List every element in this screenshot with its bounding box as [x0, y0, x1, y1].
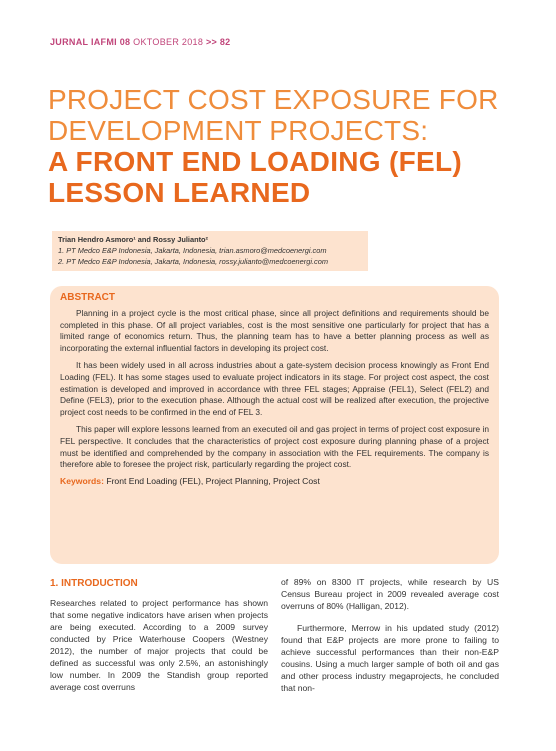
- body-paragraph: Researches related to project performance has shown that some negative indicators have arisen when projects are being executed. According to a 2009 survey conducted by Price Waterhouse Coopers (Westney 2012), the number of major projects that could be defined as successful was only 2.5%, an astonishingly low number. In 2009 the Standish group reported average cost overruns: [50, 598, 268, 692]
- affiliation-1: 1. PT Medco E&P Indonesia, Jakarta, Indonesia, trian.asmoro@medcoenergi.com: [58, 246, 327, 255]
- paper-title: [48, 84, 518, 208]
- keywords-label: Keywords:: [60, 475, 104, 486]
- page-number: >> 82: [205, 37, 231, 47]
- keywords-text: Front End Loading (FEL), Project Planning, Project Cost: [103, 475, 320, 486]
- abstract-box: [50, 286, 499, 564]
- title-line-3: A FRONT END LOADING (FEL): [48, 146, 462, 177]
- keywords: [60, 476, 489, 486]
- journal-name: JURNAL IAFMI 08: [50, 37, 131, 47]
- author-names: Trian Hendro Asmoro¹ and Rossy Julianto²: [58, 235, 209, 244]
- issue-date: OKTOBER 2018: [133, 37, 204, 47]
- abstract-paragraph: This paper will explore lessons learned from an executed oil and gas project in terms of project cost exposure in FEL perspective. It concludes that the characteristics of project cost exposure during planning phase of a project must be identified and comprehended by the company in association with the FEL requirements. The company is therefore able to foresee the project risk, particularly regarding the project cost.: [60, 424, 489, 470]
- abstract-paragraph: Planning in a project cycle is the most critical phase, since all project definitions and requirements should be completed in this phase. Of all project variables, cost is the most sensitive one particularly for project that has a limited range of economics return. Thus, the planning team has to have a better planning process as well as incorporating the external influential factors in developing its project cost.: [60, 308, 489, 353]
- title-line-4: LESSON LEARNED: [48, 177, 311, 208]
- body-column-right: [281, 576, 499, 704]
- body-column-left: [50, 578, 268, 703]
- body-paragraph: Furthermore, Merrow in his updated study (2012) found that E&P projects are more prone to failing to achieve successful performances than their non-E&P cousins. Using a much larger sample of both oil and gas and other process industry megaprojects, he concluded that non-: [281, 623, 499, 693]
- author-block: [52, 231, 368, 271]
- title-line-2: DEVELOPMENT PROJECTS:: [48, 115, 429, 146]
- running-header: [50, 37, 230, 47]
- abstract-heading: ABSTRACT: [60, 292, 115, 303]
- affiliation-2: 2. PT Medco E&P Indonesia, Jakarta, Indonesia, rossy.julianto@medcoenergi.com: [58, 257, 329, 266]
- section-heading: 1. INTRODUCTION: [50, 578, 138, 589]
- body-paragraph: of 89% on 8300 IT projects, while research by US Census Bureau project in 2009 revealed average cost overruns of 80% (Halligan, 2012).: [281, 577, 499, 611]
- title-line-1: PROJECT COST EXPOSURE FOR: [48, 84, 499, 115]
- abstract-paragraph: It has been widely used in all across industries about a gate-system decision process knowingly as Front End Loading (FEL). It has some stages used to evaluate project indicators in its stage. For project cost aspect, the cost estimation is developed and improved in accordance with three FEL stages; Appraise (FEL1), Select (FEL2) and Define (FEL3), prior to the execution phase. Although the actual cost will be realized after execution, the projective project cost needs to be confirmed in the end of FEL 3.: [60, 360, 489, 417]
